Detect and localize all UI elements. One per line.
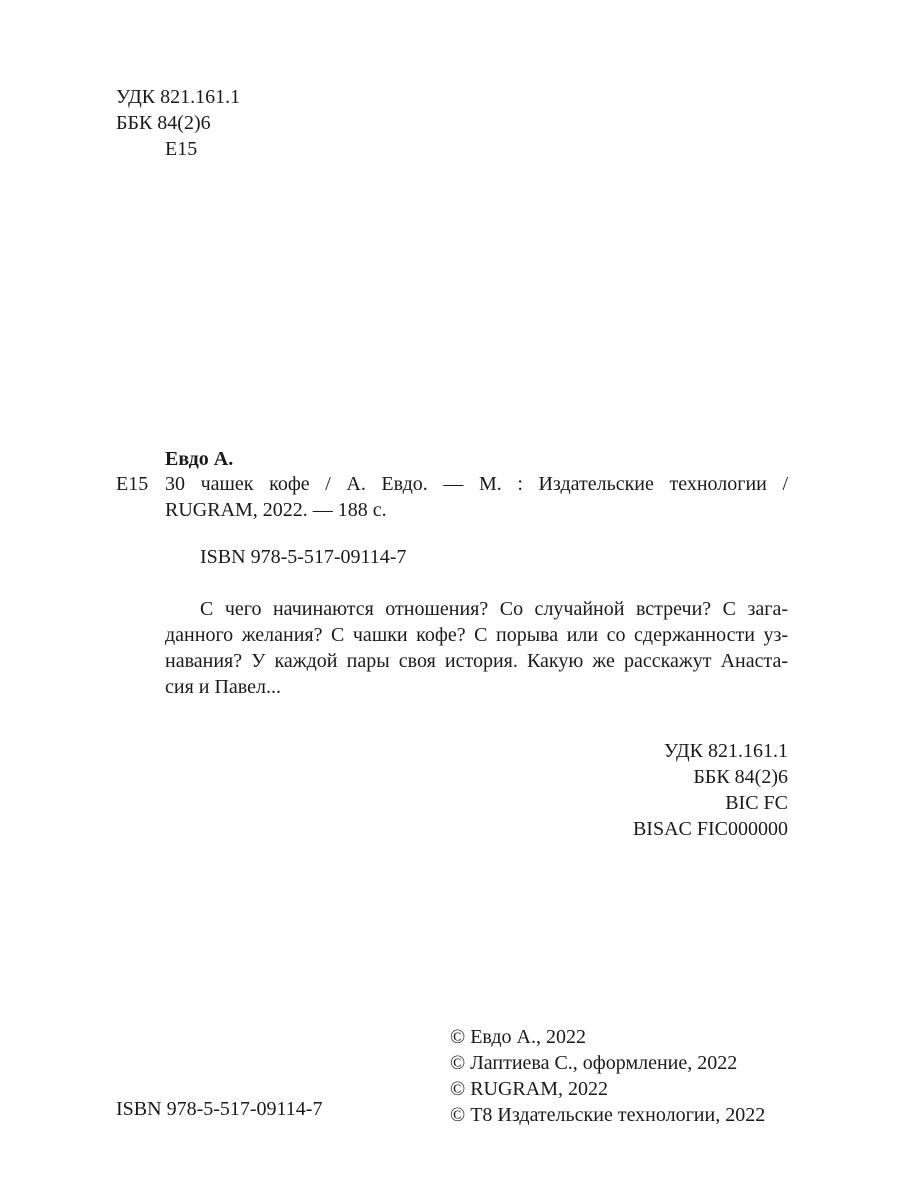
top-udk-index: УДК 821.161.1 bbox=[116, 86, 241, 108]
annotation-line: С чего начинаются отношения? Со случайной встречи? С зага- bbox=[200, 598, 788, 620]
record-isbn: ISBN 978-5-517-09114-7 bbox=[200, 546, 407, 568]
copyright-line: © Евдо А., 2022 bbox=[450, 1026, 586, 1048]
bisac-code: BISAC FIC000000 bbox=[632, 818, 788, 840]
right-classification-block bbox=[633, 738, 788, 842]
record-author-code: Е15 bbox=[116, 473, 149, 495]
copyright-line: © Лаптиева С., оформление, 2022 bbox=[450, 1052, 738, 1074]
bibliographic-description bbox=[165, 471, 788, 523]
right-bbk-index: ББК 84(2)6 bbox=[693, 766, 788, 788]
annotation-paragraph bbox=[165, 596, 788, 700]
copyright-line: © RUGRAM, 2022 bbox=[450, 1078, 608, 1100]
copyright-block bbox=[450, 1024, 765, 1128]
right-udk-index: УДК 821.161.1 bbox=[663, 740, 788, 762]
top-author-code: Е15 bbox=[165, 138, 198, 160]
footer-isbn: ISBN 978-5-517-09114-7 bbox=[116, 1098, 323, 1120]
annotation-line: данного желания? С чашки кофе? С порыва или со сдержанности уз- bbox=[165, 624, 788, 646]
biblio-line-1: 30 чашек кофе / А. Евдо. — М. : Издательские технологии / bbox=[165, 473, 788, 495]
copyright-line: © Т8 Издательские технологии, 2022 bbox=[450, 1104, 766, 1126]
author-name: Евдо А. bbox=[165, 448, 234, 470]
bic-code: BIC FC bbox=[725, 792, 788, 814]
biblio-line-2: RUGRAM, 2022. — 188 с. bbox=[165, 499, 387, 521]
top-bbk-index: ББК 84(2)6 bbox=[116, 112, 211, 134]
annotation-line: навания? У каждой пары своя история. Какую же расскажут Анаста- bbox=[165, 650, 788, 672]
annotation-line: сия и Павел... bbox=[165, 676, 281, 698]
